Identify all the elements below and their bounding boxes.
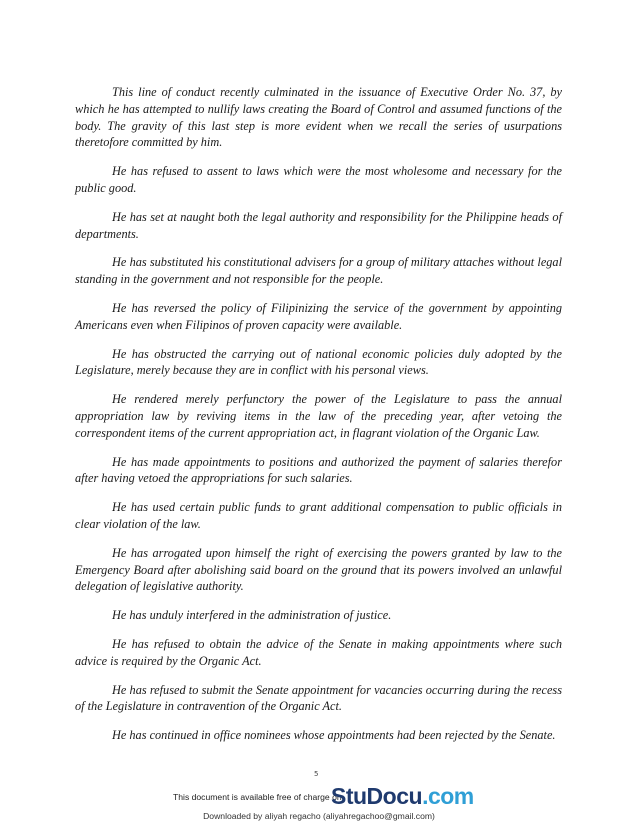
paragraph-5: He has reversed the policy of Filipinizing the service of the government by appointing Americans even when Filipinos of proven capacity were available. bbox=[75, 300, 562, 332]
paragraph-7: He rendered merely perfunctory the power of the Legislature to pass the annual appropriation law by reviving items in the law of the preceding year, after vetoing the correspondent items of the current appropriation act, in flagrant violation of the Organic Law. bbox=[75, 392, 562, 440]
downloaded-by-text: Downloaded by aliyah regacho (aliyahregachoo@gmail.com) bbox=[203, 811, 435, 821]
paragraph-11: He has unduly interfered in the administration of justice. bbox=[112, 608, 392, 623]
paragraph-3: He has set at naught both the legal authority and responsibility for the Philippine heads of departments. bbox=[75, 209, 562, 241]
studocu-footer bbox=[0, 782, 638, 826]
document-body bbox=[75, 84, 562, 756]
availability-text: This document is available free of charge on bbox=[173, 792, 342, 802]
paragraph-6: He has obstructed the carrying out of national economic policies duly adopted by the Legislature, merely because they are in conflict with his personal views. bbox=[75, 346, 562, 378]
paragraph-8: He has made appointments to positions and authorized the payment of salaries therefor after having vetoed the appropriations for such salaries. bbox=[75, 454, 562, 486]
paragraph-14: He has continued in office nominees whose appointments had been rejected by the Senate. bbox=[112, 728, 556, 743]
paragraph-12: He has refused to obtain the advice of the Senate in making appointments where such advice is required by the Organic Act. bbox=[75, 636, 562, 668]
paragraph-1: This line of conduct recently culminated in the issuance of Executive Order No. 37, by which he has attempted to nullify laws creating the Board of Control and assumed functions of the body. The gravity of this last step is more evident when we recall the series of usurpations theretofore committed by him. bbox=[75, 85, 562, 150]
paragraph-4: He has substituted his constitutional advisers for a group of military attaches without legal standing in the government and not responsible for the people. bbox=[75, 255, 562, 287]
studocu-logo[interactable] bbox=[331, 782, 474, 810]
page-number: 5 bbox=[314, 770, 319, 778]
paragraph-2: He has refused to assent to laws which were the most wholesome and necessary for the public good. bbox=[75, 164, 562, 195]
logo-text-studocu: StuDocu bbox=[331, 783, 423, 809]
paragraph-13: He has refused to submit the Senate appointment for vacancies occurring during the recess of the Legislature in contravention of the Organic Act. bbox=[75, 682, 562, 714]
paragraph-9: He has used certain public funds to grant additional compensation to public officials in clear violation of the law. bbox=[75, 500, 562, 531]
paragraph-10: He has arrogated upon himself the right of exercising the powers granted by law to the Emergency Board after abolishing said board on the ground that its powers involved an unlawful delegation of legislative authority. bbox=[75, 545, 562, 594]
logo-text-com: .com bbox=[422, 783, 474, 809]
